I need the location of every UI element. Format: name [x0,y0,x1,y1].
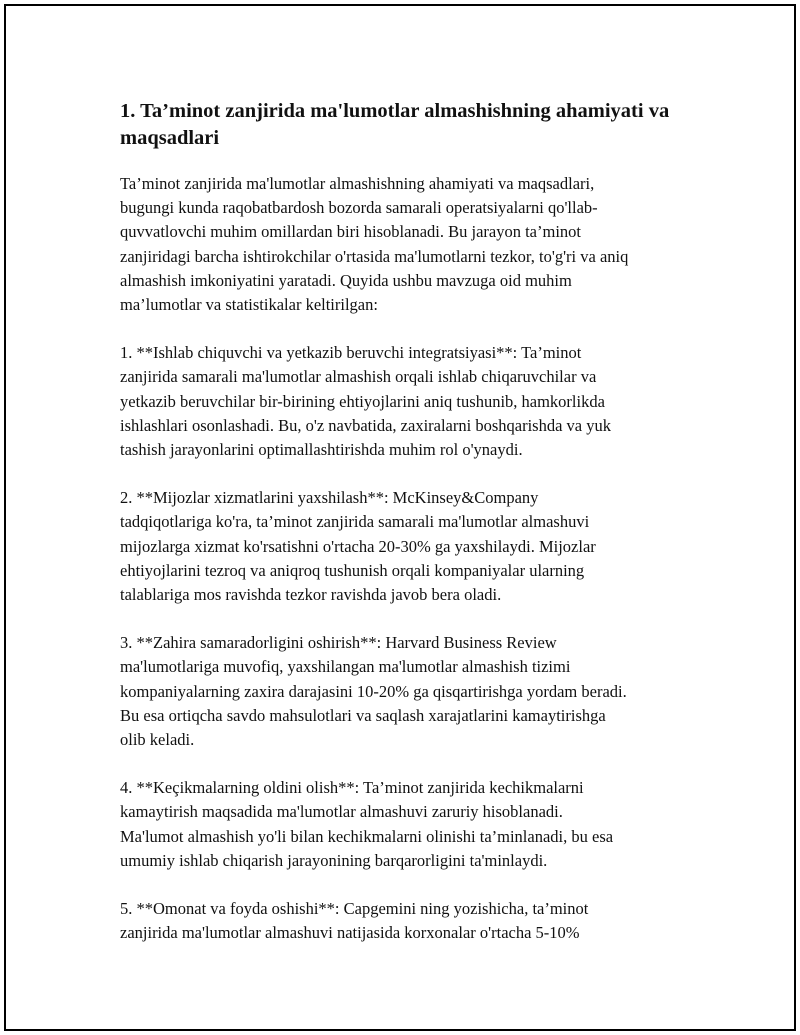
list-item-4-paragraph: 4. **Keçikmalarning oldini olish**: Ta’minot zanjirida kechikmalarni kamaytirish maqsadida ma'lumotlar almashuvi zaruriy hisoblanadi. Ma'lumot almashish yo'li bilan kechikmalarni olinishi ta’minlanadi, bu esa umumiy ishlab chiqarish jarayonining barqarorligini ta'minlaydi. [120,778,614,870]
page-frame [4,4,796,1031]
list-item-1-paragraph: 1. **Ishlab chiquvchi va yetkazib beruvchi integratsiyasi**: Ta’minot zanjirida samarali ma'lumotlar almashish orqali ishlab chiqaruvchilar va yetkazib beruvchilar bir-birining ehtiyojlarini aniq tushunib, hamkorlikda ishlashlari osonlashadi. Bu, o'z navbatida, zaxiralarni boshqarishda va yuk tashish jarayonlarini optimallashtirishda muhim rol o'ynaydi. [120,343,611,460]
list-item-3-paragraph: 3. **Zahira samaradorligini oshirish**: Harvard Business Review ma'lumotlariga muvofiq, yaxshilangan ma'lumotlar almashish tizimi kompaniyalarning zaxira darajasini 10-20% ga qisqartirishga yordam beradi. Bu esa ortiqcha savdo mahsulotlari va saqlash xarajatlarini kamaytirishga olib keladi. [120,633,627,750]
document-body [120,98,694,969]
list-item-2-paragraph: 2. **Mijozlar xizmatlarini yaxshilash**: McKinsey&Company tadqiqotlariga ko'ra, ta’minot zanjirida samarali ma'lumotlar almashuvi mijozlarga xizmat ko'rsatishni o'rtacha 20-30% ga yaxshilaydi. Mijozlar ehtiyojlarini tezroq va aniqroq tushunish orqali kompaniyalar ularning talablariga mos ravishda tezkor ravishda javob bera oladi. [120,488,596,605]
intro-paragraph: Ta’minot zanjirida ma'lumotlar almashishning ahamiyati va maqsadlari, bugungi kunda raqobatbardosh bozorda samarali operatsiyalarni qo'llab- quvvatlovchi muhim omillardan biri hisoblanadi. Bu jarayon ta’minot zanjiridagi barcha ishtirokchilar o'rtasida ma'lumotlarni tezkor, to'g'ri va aniq almashish imkoniyatini yaratadi. Quyida ushbu mavzuga oid muhim ma’lumotlar va statistikalar keltirilgan: [120,174,629,315]
list-item-5-paragraph: 5. **Omonat va foyda oshishi**: Capgemini ning yozishicha, ta’minot zanjirida ma'lumotlar almashuvi natijasida korxonalar o'rtacha 5-10% [120,899,589,943]
section-heading: 1. Ta’minot zanjirida ma'lumotlar almashishning ahamiyati va maqsadlari [120,100,670,149]
